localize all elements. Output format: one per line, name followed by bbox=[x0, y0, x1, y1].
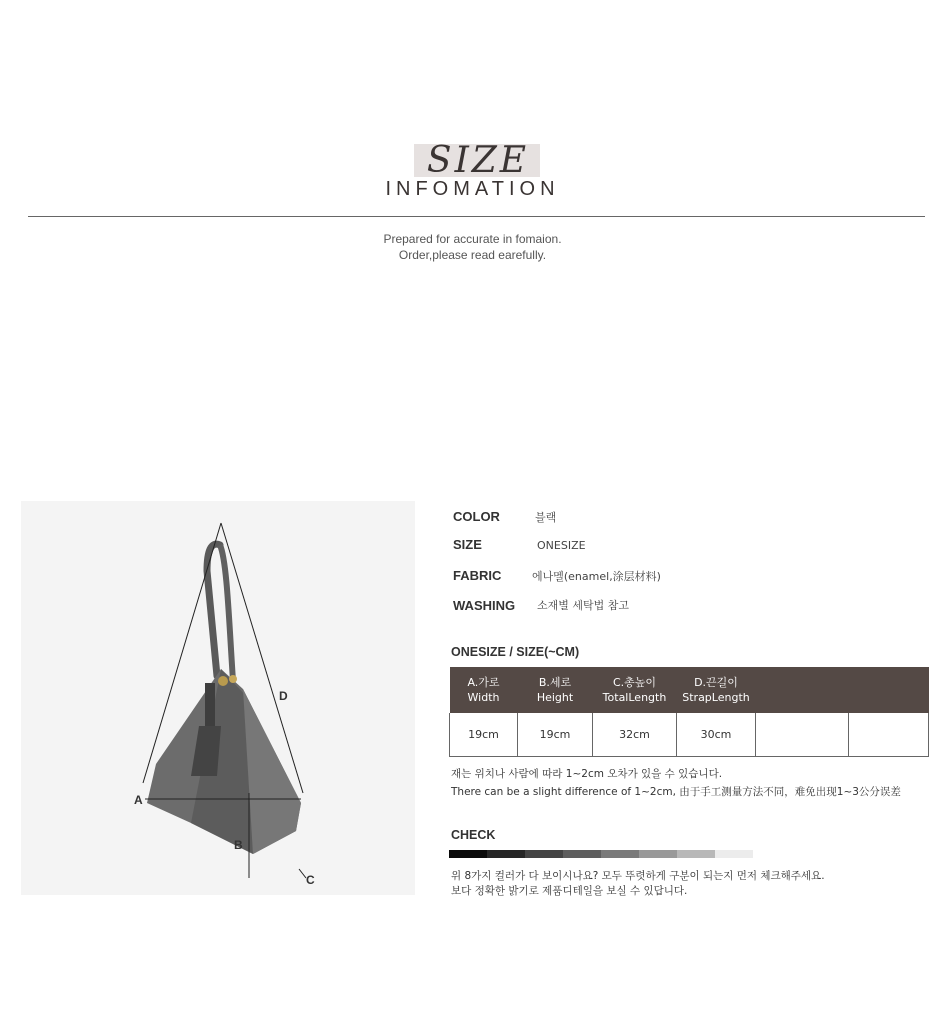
measurement-note-en: There can be a slight difference of 1~2cm, 由于手工测量方法不同，难免出现1~3公分误差 bbox=[451, 786, 901, 798]
spec-size-value: ONESIZE bbox=[537, 539, 586, 552]
tassel-cap bbox=[205, 683, 215, 728]
label-b: B bbox=[234, 838, 243, 852]
swatch-7 bbox=[677, 850, 715, 858]
swatch-8 bbox=[715, 850, 753, 858]
bag-measurement-diagram bbox=[21, 501, 415, 895]
check-heading: CHECK bbox=[451, 828, 496, 842]
spec-size-key: SIZE bbox=[453, 537, 482, 552]
bag-clasp bbox=[218, 676, 228, 686]
cell-total-length: 32cm bbox=[593, 713, 677, 757]
bag-strap-side bbox=[220, 545, 233, 681]
spec-color-value: 블랙 bbox=[535, 511, 557, 524]
size-table-header-row bbox=[450, 667, 929, 713]
cell-empty-1 bbox=[756, 713, 849, 757]
check-note-1: 위 8가지 컬러가 다 보이시나요? 모두 뚜렷하게 구분이 되는지 먼저 체크해주세요. bbox=[451, 870, 825, 882]
header-height: B.세로 Height bbox=[518, 667, 593, 713]
label-a: A bbox=[134, 793, 143, 807]
spec-fabric-value: 에나멜(enamel,涂层材料) bbox=[532, 570, 661, 583]
spec-color-key: COLOR bbox=[453, 509, 500, 524]
spec-fabric-key: FABRIC bbox=[453, 568, 502, 583]
bag-clasp-ring bbox=[229, 675, 237, 683]
check-note-2: 보다 정확한 밝기로 제품디테일을 보실 수 있답니다. bbox=[451, 885, 688, 897]
swatch-1 bbox=[449, 850, 487, 858]
spec-washing-key: WASHING bbox=[453, 598, 516, 613]
table-row bbox=[450, 713, 929, 757]
size-table bbox=[449, 667, 929, 757]
swatch-4 bbox=[563, 850, 601, 858]
cell-height: 19cm bbox=[518, 713, 593, 757]
header-width: A.가로 Width bbox=[450, 667, 518, 713]
header-total-length: C.총높이 TotalLength bbox=[593, 667, 677, 713]
cell-empty-2 bbox=[849, 713, 929, 757]
header-empty-1 bbox=[756, 667, 849, 713]
measure-line-c bbox=[299, 869, 306, 878]
intro-line-1: Prepared for accurate in fomaion. bbox=[383, 232, 562, 246]
bag-body-light bbox=[243, 689, 301, 854]
product-photo bbox=[21, 501, 415, 895]
page-subtitle: INFOMATION bbox=[385, 178, 560, 200]
swatch-5 bbox=[601, 850, 639, 858]
label-d: D bbox=[279, 689, 288, 703]
divider bbox=[28, 216, 925, 217]
intro-line-2: Order,please read earefully. bbox=[398, 248, 547, 262]
cell-width: 19cm bbox=[450, 713, 518, 757]
page-title: SIZE bbox=[426, 140, 530, 181]
swatch-6 bbox=[639, 850, 677, 858]
header-empty-2 bbox=[849, 667, 929, 713]
grayscale-swatches bbox=[449, 850, 753, 858]
measurement-note-ko: 재는 위치나 사람에 따라 1~2cm 오차가 있을 수 있습니다. bbox=[451, 768, 723, 780]
size-table-heading: ONESIZE / SIZE(~CM) bbox=[451, 645, 580, 659]
swatch-2 bbox=[487, 850, 525, 858]
cell-strap-length: 30cm bbox=[677, 713, 756, 757]
spec-washing-value: 소재별 세탁법 참고 bbox=[537, 599, 630, 612]
label-c: C bbox=[306, 873, 315, 887]
header-strap-length: D.끈길이 StrapLength bbox=[677, 667, 756, 713]
swatch-3 bbox=[525, 850, 563, 858]
